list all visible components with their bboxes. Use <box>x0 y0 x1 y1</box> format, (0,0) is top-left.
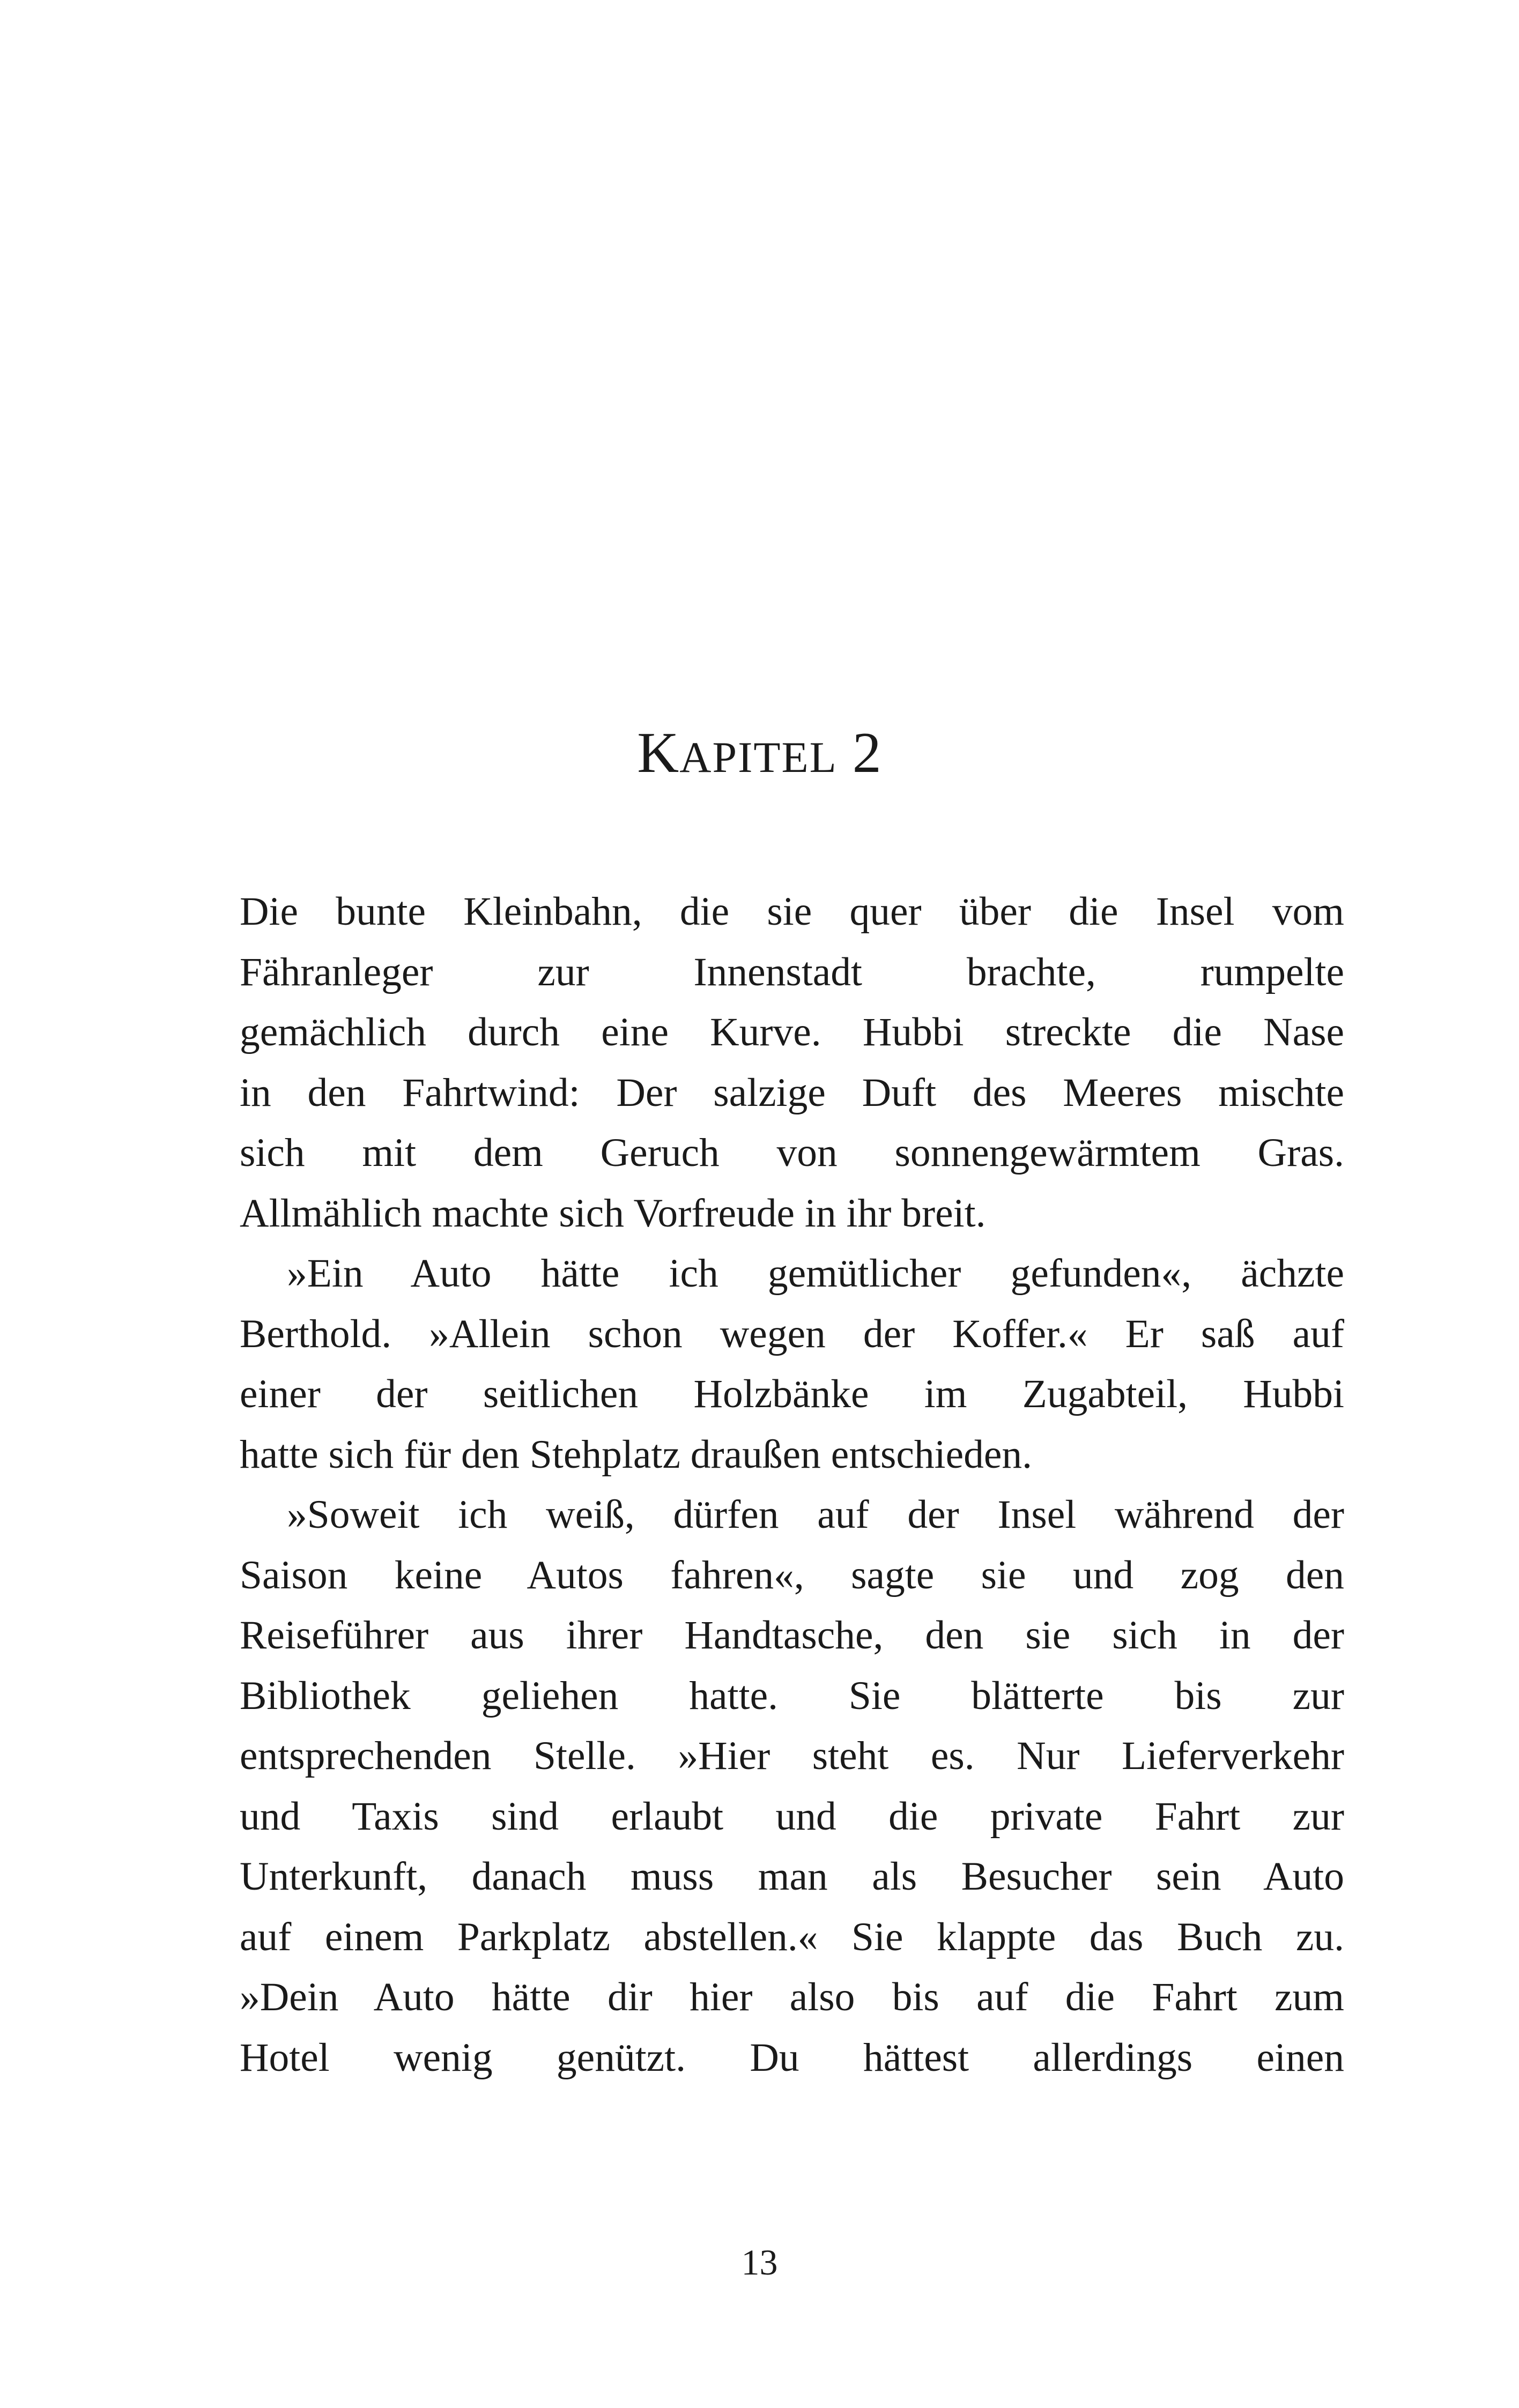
text-line: »Ein Auto hätte ich gemütlicher gefunden«, ächzte <box>287 1251 1344 1296</box>
text-line: Reiseführer aus ihrer Handtasche, den sie sich in der <box>240 1613 1344 1658</box>
paragraph <box>240 882 1344 1244</box>
text-line: Hotel wenig genützt. Du hättest allerdings einen <box>240 2035 1344 2080</box>
text-line: Die bunte Kleinbahn, die sie quer über die Insel vom <box>240 889 1344 934</box>
chapter-title-initial: K <box>637 721 680 785</box>
chapter-title-rest: APITEL <box>679 733 838 782</box>
chapter-body <box>240 882 1344 2088</box>
text-line: »Soweit ich weiß, dürfen auf der Insel während der <box>287 1492 1344 1537</box>
text-line: und Taxis sind erlaubt und die private Fahrt zur <box>240 1794 1344 1839</box>
text-line: Bibliothek geliehen hatte. Sie blätterte bis zur <box>240 1673 1344 1718</box>
text-line: einer der seitlichen Holzbänke im Zugabteil, Hubbi <box>240 1372 1344 1416</box>
text-line: in den Fahrtwind: Der salzige Duft des Meeres mischte <box>240 1070 1344 1115</box>
text-line: Allmählich machte sich Vorfreude in ihr breit. <box>240 1191 986 1236</box>
text-line: hatte sich für den Stehplatz draußen entschieden. <box>240 1432 1033 1477</box>
chapter-number: 2 <box>852 721 882 785</box>
paragraph <box>240 1485 1344 2088</box>
chapter-heading <box>0 718 1519 788</box>
text-line: Unterkunft, danach muss man als Besucher sein Auto <box>240 1854 1344 1899</box>
text-line: sich mit dem Geruch von sonnengewärmtem Gras. <box>240 1131 1344 1175</box>
paragraph <box>240 1244 1344 1485</box>
text-line: auf einem Parkplatz abstellen.« Sie klappte das Buch zu. <box>240 1914 1344 1959</box>
text-line: »Dein Auto hätte dir hier also bis auf die Fahrt zum <box>240 1975 1344 2019</box>
text-line: Saison keine Autos fahren«, sagte sie und zog den <box>240 1552 1344 1597</box>
text-line: gemächlich durch eine Kurve. Hubbi streckte die Nase <box>240 1010 1344 1054</box>
text-line: entsprechenden Stelle. »Hier steht es. Nur Lieferverkehr <box>240 1734 1344 1778</box>
page-number: 13 <box>741 2242 778 2283</box>
text-line: Fähranleger zur Innenstadt brachte, rumpelte <box>240 949 1344 994</box>
text-line: Berthold. »Allein schon wegen der Koffer.« Er saß auf <box>240 1311 1344 1356</box>
